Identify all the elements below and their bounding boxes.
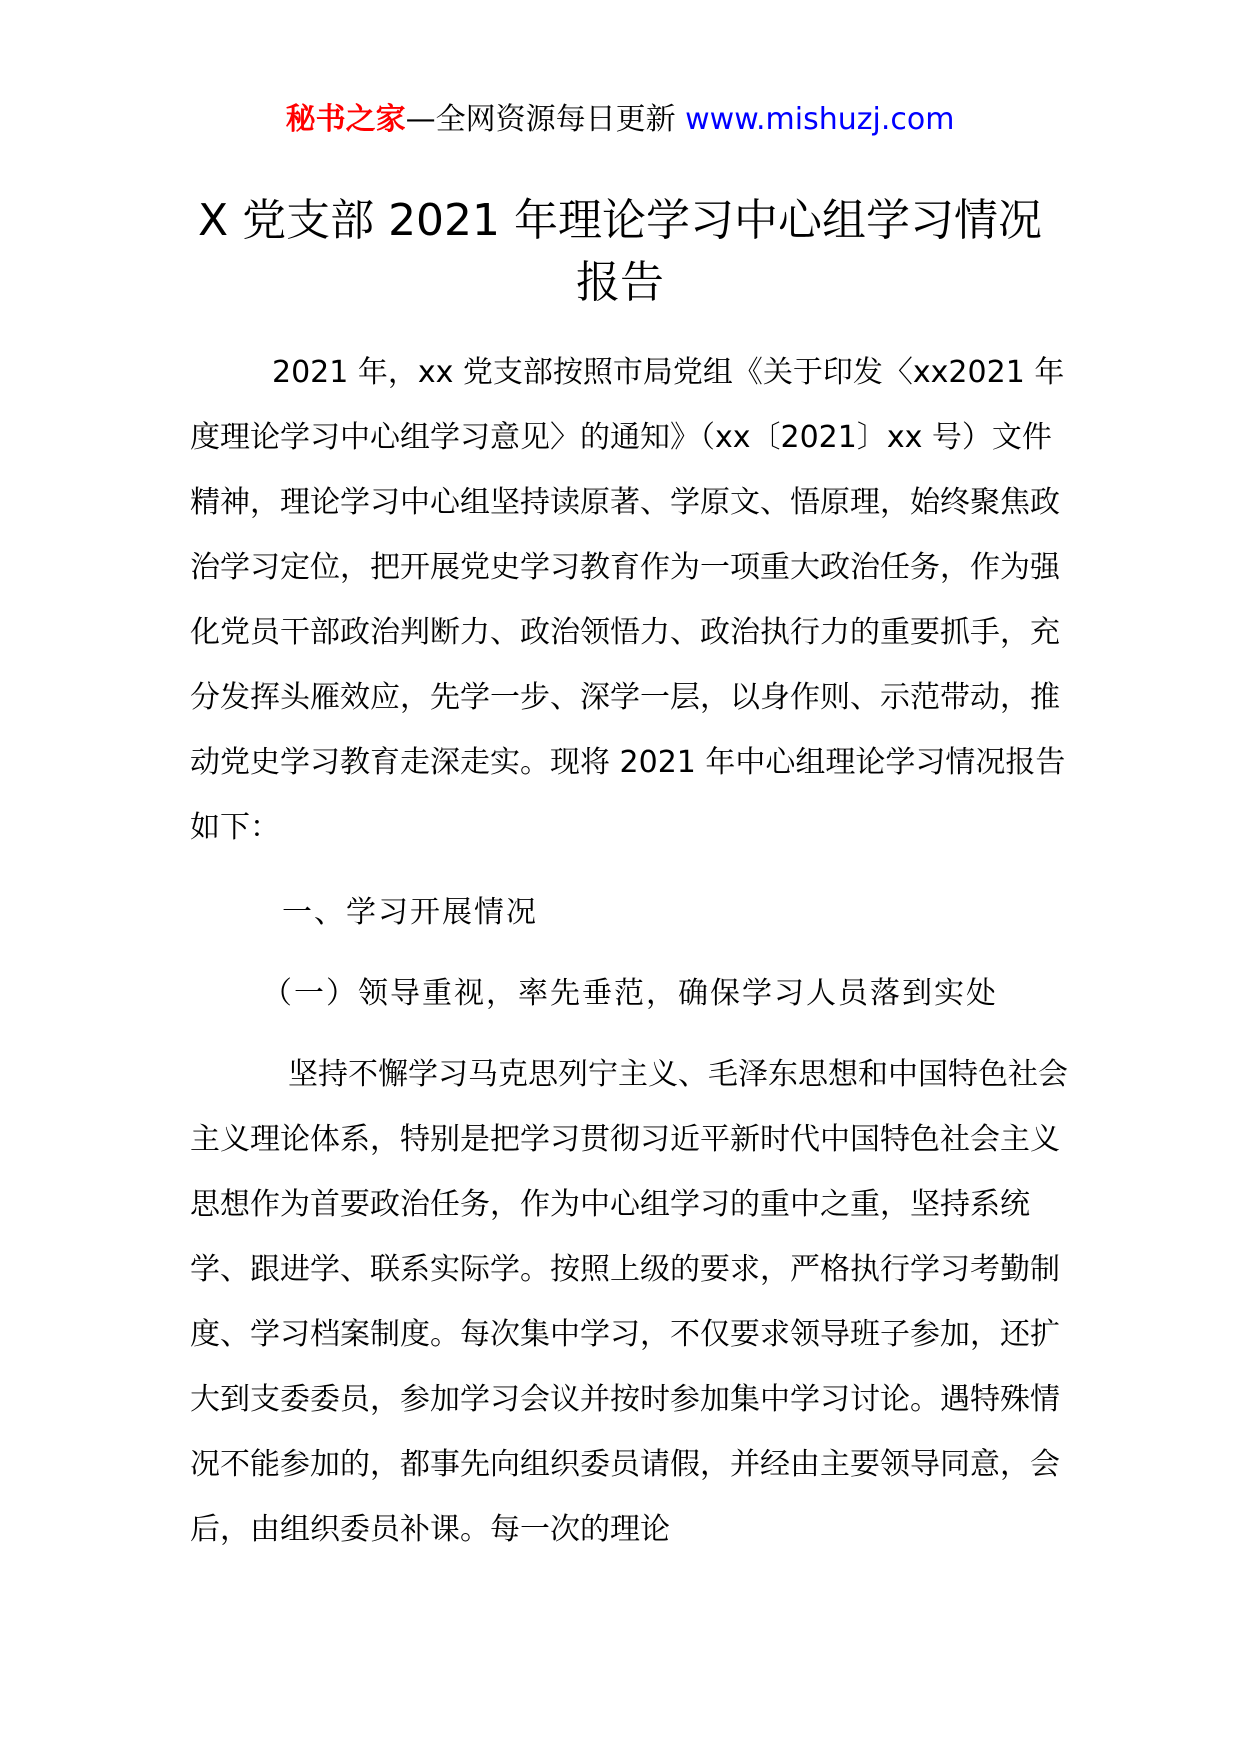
section-heading: 一、学习开展情况 xyxy=(282,895,538,930)
site-url-link[interactable]: www.mishuzj.com xyxy=(685,102,955,137)
body-paragraph: 坚持不懈学习马克思列宁主义、毛泽东思想和中国特色社会主义理论体系，特别是把学习贯彻习近平新时代中国特色社会主义思想作为首要政治任务，作为中心组学习的重中之重，坚持系统学、跟进学、联系实际学。按照上级的要求，严格执行学习考勤制度、学习档案制度。每次集中学习，不仅要求领导班子参加，还扩大到支委委员，参加学习会议并按时参加集中学习讨论。遇特殊情况不能参加的，都事先向组织委员请假，并经由主要领导同意，会后，由组织委员补课。每一次的理论 xyxy=(190,1057,1068,1547)
intro-paragraph: 2021 年，xx 党支部按照市局党组《关于印发〈xx2021 年度理论学习中心组学习意见〉的通知》（xx〔2021〕xx 号）文件精神，理论学习中心组坚持读原著、学原文、悟原理，始终聚焦政治学习定位，把开展党史学习教育作为一项重大政治任务，作为强化党员干部政治判断力、政治领悟力、政治执行力的重要抓手，充分发挥头雁效应，先学一步、深学一层，以身作则、示范带动，推动党史学习教育走深走实。现将 2021 年中心组理论学习情况报告如下： xyxy=(190,355,1066,845)
document-body xyxy=(190,340,1070,1562)
brand-name: 秘书之家 xyxy=(285,102,406,137)
site-header xyxy=(0,100,1240,140)
subsection-heading: （一）领导重视，率先垂范，确保学习人员落到实处 xyxy=(262,976,998,1011)
header-slogan: —全网资源每日更新 xyxy=(405,102,676,137)
document-title: X 党支部 2021 年理论学习中心组学习情况报告 xyxy=(197,195,1043,308)
